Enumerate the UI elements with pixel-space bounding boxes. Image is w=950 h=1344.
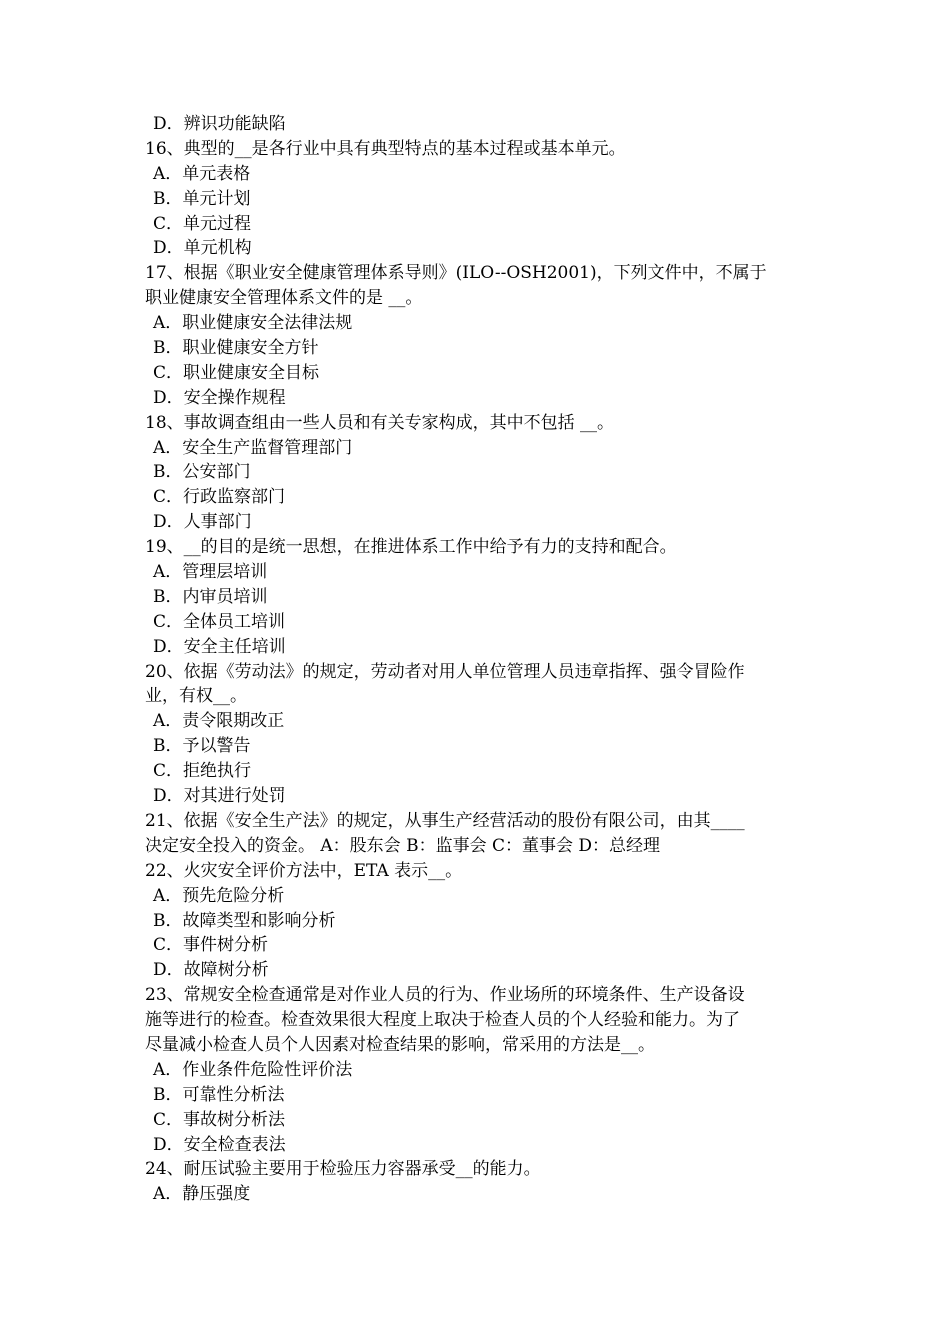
question-text-line: 业，有权__。: [145, 686, 247, 707]
answer-option: C．事件树分析: [153, 935, 269, 956]
answer-option: C．全体员工培训: [153, 611, 286, 632]
answer-option: B．公安部门: [153, 462, 251, 483]
question-text-line: 18、事故调查组由一些人员和有关专家构成，其中不包括 __。: [145, 412, 615, 433]
answer-option: A．静压强度: [153, 1184, 251, 1205]
question-text-line: 21、依据《安全生产法》的规定，从事生产经营活动的股份有限公司，由其____: [145, 810, 745, 831]
question-text-line: 决定安全投入的资金。 A：股东会 B：监事会 C：董事会 D：总经理: [145, 835, 661, 856]
answer-option: A．职业健康安全法律法规: [153, 313, 353, 334]
answer-option: D．单元机构: [153, 238, 252, 259]
document-body: [145, 112, 810, 1207]
answer-option: B．予以警告: [153, 736, 251, 757]
answer-option: C．单元过程: [153, 213, 252, 234]
answer-option: B．内审员培训: [153, 586, 268, 607]
question-text-line: 20、依据《劳动法》的规定，劳动者对用人单位管理人员违章指挥、强令冒险作: [145, 661, 745, 682]
answer-option: C．行政监察部门: [153, 487, 286, 508]
answer-option: A．管理层培训: [153, 562, 268, 583]
answer-option: D．安全操作规程: [153, 387, 286, 408]
question-text-line: 职业健康安全管理体系文件的是 __。: [145, 288, 423, 309]
question-text-line: 19、__的目的是统一思想，在推进体系工作中给予有力的支持和配合。: [145, 537, 677, 558]
answer-option: B．故障类型和影响分析: [153, 910, 336, 931]
answer-option: A．安全生产监督管理部门: [153, 437, 353, 458]
question-text-line: 24、耐压试验主要用于检验压力容器承受__的能力。: [145, 1159, 541, 1180]
answer-option: D．安全主任培训: [153, 636, 286, 657]
answer-option: D．安全检查表法: [153, 1134, 286, 1155]
answer-option: C．拒绝执行: [153, 761, 252, 782]
answer-option: A．预先危险分析: [153, 885, 285, 906]
answer-option: B．单元计划: [153, 188, 251, 209]
question-text-line: 23、常规安全检查通常是对作业人员的行为、作业场所的环境条件、生产设备设: [145, 985, 745, 1006]
answer-option: D．故障树分析: [153, 960, 269, 981]
question-text-line: 17、根据《职业安全健康管理体系导则》(ILO--OSH2001)，下列文件中，不属于: [145, 263, 767, 284]
answer-option: D．人事部门: [153, 512, 252, 533]
answer-option: C．事故树分析法: [153, 1109, 286, 1130]
answer-option: A．单元表格: [153, 163, 251, 184]
answer-option: D．辨识功能缺陷: [153, 114, 286, 134]
answer-option: A．作业条件危险性评价法: [153, 1059, 353, 1080]
answer-option: A．责令限期改正: [153, 711, 285, 732]
answer-option: B．职业健康安全方针: [153, 338, 319, 359]
document-page: [145, 112, 810, 1207]
answer-option: B．可靠性分析法: [153, 1084, 285, 1105]
question-text-line: 16、典型的__是各行业中具有典型特点的基本过程或基本单元。: [145, 138, 626, 159]
question-text-line: 施等进行的检查。检查效果很大程度上取决于检查人员的个人经验和能力。为了: [145, 1010, 740, 1031]
question-text-line: 22、火灾安全评价方法中，ETA 表示__。: [145, 860, 463, 881]
answer-option: C．职业健康安全目标: [153, 362, 320, 383]
answer-option: D．对其进行处罚: [153, 786, 286, 807]
question-text-line: 尽量减小检查人员个人因素对检查结果的影响，常采用的方法是__。: [145, 1034, 655, 1055]
